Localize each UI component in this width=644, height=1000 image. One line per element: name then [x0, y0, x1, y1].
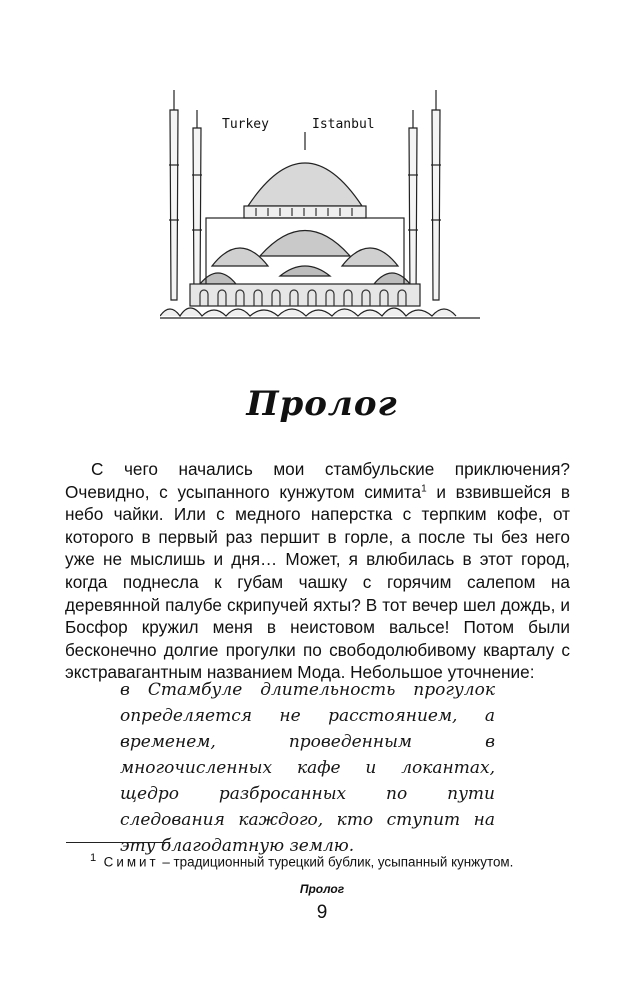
body-paragraph: [65, 458, 570, 684]
page-number: 9: [316, 902, 328, 923]
body-text-part-1: С чего начались мои стамбульские приключения? Очевидно, с усыпанного кунжутом симита: [65, 459, 570, 502]
footnote-number: 1: [90, 852, 97, 864]
mosque-illustration: [160, 70, 480, 360]
minaret-right-outer: [431, 90, 441, 300]
footnote-divider: [66, 842, 170, 843]
chapter-title: Пролог: [246, 384, 398, 424]
label-turkey: Turkey: [222, 117, 269, 132]
footnote-reference[interactable]: 1: [421, 482, 427, 494]
minaret-left-inner: [192, 110, 202, 300]
handwritten-quote: в Стамбуле длительность прогулок определяется не расстоянием, а временем, проведенным в многочисленных кафе и локантах, щедро разбросанных по пути следования каждого, кто ступит на эту благодатную землю.: [120, 680, 495, 856]
footnote: [90, 852, 513, 869]
body-text-part-2: и взвившейся в небо чайки. Или с медного наперстка с терпким кофе, от которого в первый раз першит в горле, а после ты без него уже не мыслишь и дня… Может, я влюбилась в этот город, когда поднесла к губам чашку с горячим салепом на деревянной палубе скрипучей яхты? В тот вечер шел дождь, и Босфор кружил меня в неистовом вальсе! Потом были бесконечно долгие прогулки по свободолюбивому кварталу с экстравагантным названием Мода. Небольшое уточнение:: [65, 481, 570, 683]
footnote-text: – традиционный турецкий бублик, усыпанный кунжутом.: [158, 854, 514, 870]
minaret-right-inner: [408, 110, 418, 300]
footnote-term: Симит: [103, 854, 159, 870]
label-istanbul: Istanbul: [312, 117, 375, 132]
minaret-left-outer: [169, 90, 179, 300]
running-title: Пролог: [299, 882, 345, 896]
